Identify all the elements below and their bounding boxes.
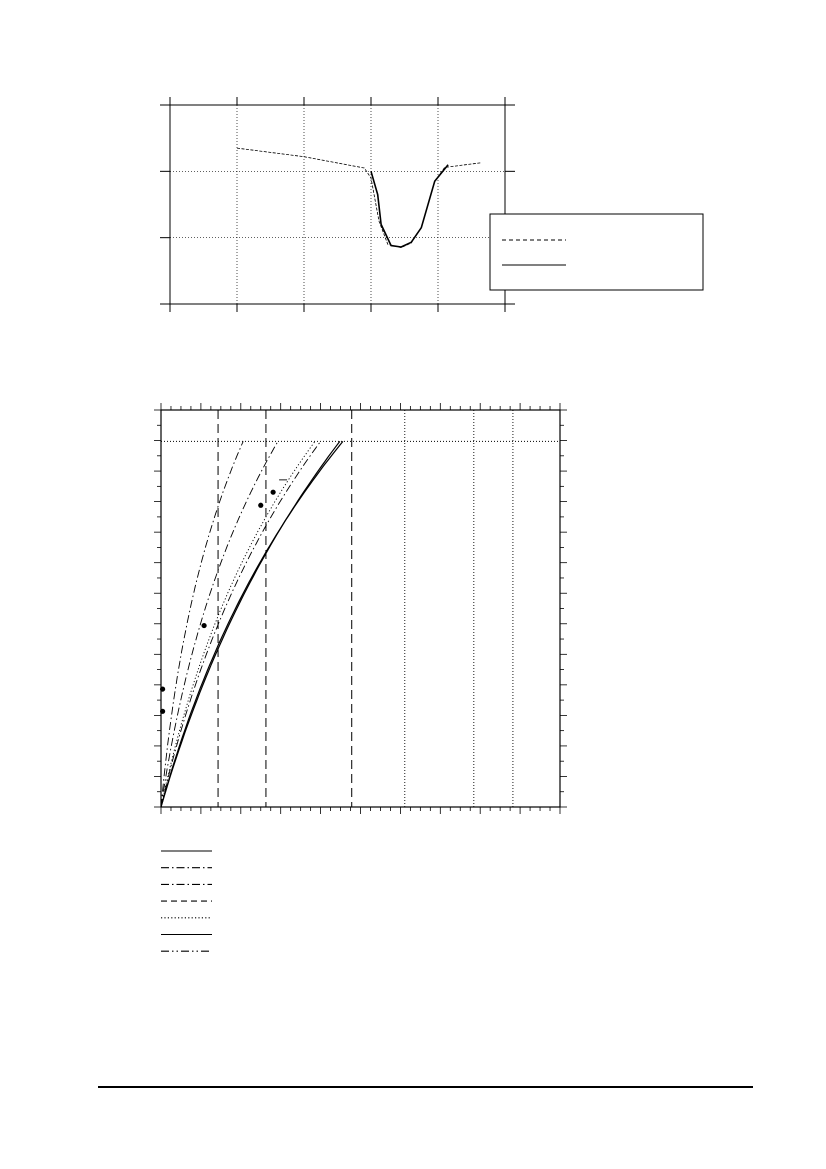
growth-curves-chart: [154, 403, 567, 814]
growth-curve-1: [161, 441, 340, 807]
footer-rule: [98, 1086, 753, 1088]
data-point-marker: [258, 503, 263, 508]
data-point-marker: [271, 490, 276, 495]
plot-frame: [170, 105, 505, 304]
growth-curve-2: [161, 441, 343, 807]
legend-box: [490, 214, 703, 290]
series-line-2: [371, 165, 448, 247]
data-point-marker: [201, 623, 206, 628]
series-line-1: [237, 148, 482, 248]
growth-curve-4: [161, 441, 315, 807]
profile-chart-legend: [490, 214, 703, 290]
data-point-marker: [160, 686, 165, 691]
data-point-marker: [160, 709, 165, 714]
growth-curves-legend: [161, 851, 212, 951]
profile-chart: [160, 97, 515, 312]
growth-curve-3: [161, 441, 321, 807]
